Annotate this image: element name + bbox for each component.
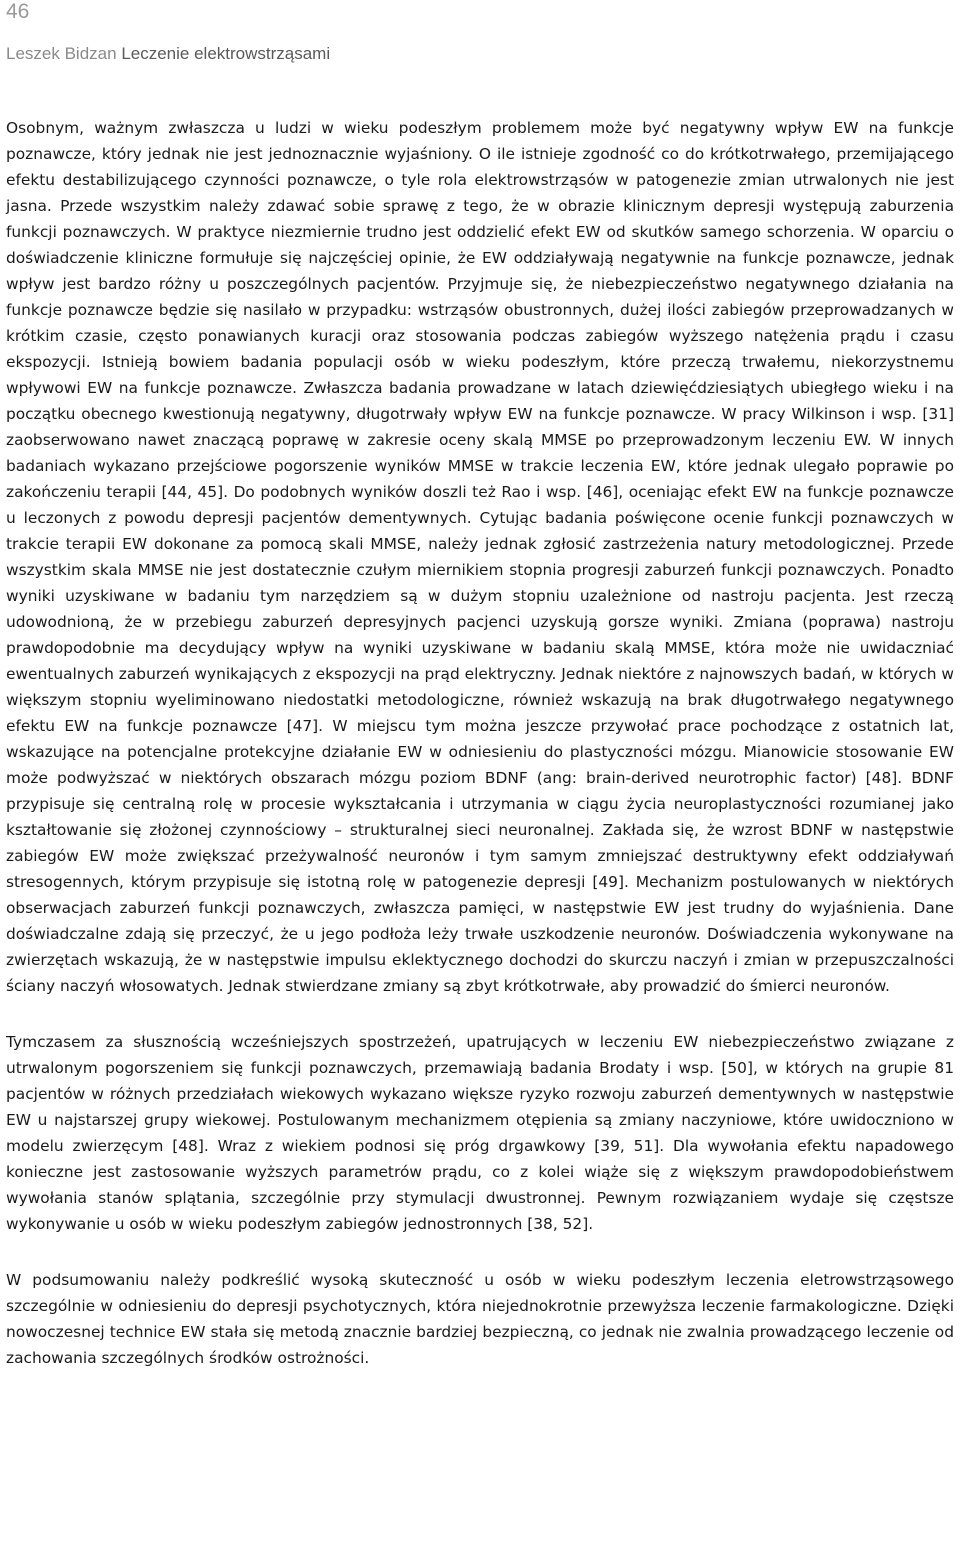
paragraph: Tymczasem za słusznością wcześniejszych spostrzeżeń, upatrujących w leczeniu EW niebezpieczeństwo związane z utrwalonym pogorszeniem się funkcji poznawczych, przemawiają badania Brodaty i wsp. [50], w których na grupie 81 pacjentów w różnych przedziałach wiekowych wykazano większe ryzyko rozwoju zaburzeń dementywnych w następstwie EW u najstarszej grupy wiekowej. Postulowanym mechanizmem otępienia są zmiany naczyniowe, które uwidoczniono w modelu zwierzęcym [48]. Wraz z wiekiem podnosi się próg drgawkowy [39, 51]. Dla wywołania efektu napadowego konieczne jest zastosowanie wyższych parametrów prądu, co z kolei wiąże się z większym prawdopodobieństwem wywołania stanów splątania, szczególnie przy stymulacji dwustronnej. Pewnym rozwiązaniem wydaje się częstsze wykonywanie u osób w wieku podeszłym zabiegów jednostronnych [38, 52]. (6, 1033, 954, 1233)
page-number: 46 (6, 0, 30, 23)
header-book-title: Leczenie elektrowstrząsami (121, 44, 331, 63)
paragraph: Osobnym, ważnym zwłaszcza u ludzi w wieku podeszłym problemem może być negatywny wpływ EW na funkcje poznawcze, który jednak nie jest jednoznacznie wyjaśniony. O ile istnieje zgodność co do krótkotrwałego, przemijającego efektu destabilizującego czynności poznawcze, o tyle rola elektrowstrząsów w patogenezie zmian utrwalonych nie jest jasna. Przede wszystkim należy zdawać sobie sprawę z tego, że w obrazie klinicznym depresji występują zaburzenia funkcji poznawczych. W praktyce niezmiernie trudno jest oddzielić efekt EW od skutków samego schorzenia. W oparciu o doświadczenie kliniczne formułuje się najczęściej opinie, że EW oddziaływają negatywnie na funkcje poznawcze, jednak wpływ jest bardzo różny u poszczególnych pacjentów. Przyjmuje się, że niebezpieczeństwo negatywnego działania na funkcje poznawcze będzie się nasilało w przypadku: wstrząsów obustronnych, dużej ilości zabiegów przeprowadzanych w krótkim czasie, często ponawianych kuracji oraz stosowania podczas zabiegów wyższego natężenia prądu i czasu ekspozycji. Istnieją bowiem badania populacji osób w wieku podeszłym, które przeczą trwałemu, niekorzystnemu wpływowi EW na funkcje poznawcze. Zwłaszcza badania prowadzane w latach dziewięćdziesiątych ubiegłego wieku i na początku obecnego kwestionują negatywny, długotrwały wpływ EW na funkcje poznawcze. W pracy Wilkinson i wsp. [31] zaobserwowano nawet znaczącą poprawę w zakresie oceny skalą MMSE po przeprowadzonym leczeniu EW. W innych badaniach wykazano przejściowe pogorszenie wyników MMSE w trakcie leczenia EW, które jednak ulegało poprawie po zakończeniu terapii [44, 45]. Do podobnych wyników doszli też Rao i wsp. [46], oceniając efekt EW na funkcje poznawcze u leczonych z powodu depresji pacjentów dementywnych. Cytując badania poświęcone ocenie funkcji poznawczych w trakcie terapii EW dokonane za pomocą skali MMSE, należy jednak zgłosić zastrzeżenia natury metodologicznej. Przede wszystkim skala MMSE nie jest dostatecznie czułym miernikiem stopnia progresji zaburzeń funkcji poznawczych. Ponadto wyniki uzyskiwane w badaniu tym narzędziem są w dużym stopniu uzależnione od nastroju pacjenta. Jest rzeczą udowodnioną, że w przebiegu zaburzeń depresyjnych pacjenci uzyskują gorsze wyniki. Zmiana (poprawa) nastroju prawdopodobnie ma decydujący wpływ na wyniki uzyskiwane w badaniu skalą MMSE, która może nie uwidaczniać ewentualnych zaburzeń wynikających z ekspozycji na prąd elektryczny. Jednak niektóre z najnowszych badań, w których w większym stopniu wyeliminowano niedostatki metodologiczne, również wskazują na brak długotrwałego negatywnego efektu EW na funkcje poznawcze [47]. W miejscu tym można jeszcze przywołać prace pochodzące z ostatnich lat, wskazujące na potencjalne protekcyjne działanie EW w odniesieniu do plastyczności mózgu. Mianowicie stosowanie EW może podwyższać w niektórych obszarach mózgu poziom BDNF (ang: brain-derived neurotrophic factor) [48]. BDNF przypisuje się centralną rolę w procesie wykształcania i utrzymania w ciągu życia neuroplastyczności rozumianej jako kształtowanie się złożonej czynnościowy – strukturalnej sieci neuronalnej. Zakłada się, że wzrost BDNF w następstwie zabiegów EW może zwiększać przeżywalność neuronów i tym samym zmniejszać destruktywny efekt oddziaływań stresogennych, którym przypisuje się istotną rolę w patogenezie depresji [49]. Mechanizm postulowanych w niektórych obserwacjach zaburzeń funkcji poznawczych, zwłaszcza pamięci, w następstwie EW jest trudny do wyjaśnienia. Dane doświadczalne zdają się przeczyć, że u jego podłoża leży trwałe uszkodzenie neuronów. Doświadczenia wykonywane na zwierzętach wskazują, że w następstwie impulsu eklektycznego dochodzi do skurczu naczyń i zmian w przepuszczalności ściany naczyń włosowatych. Jednak stwierdzane zmiany są zbyt krótkotrwałe, aby prowadzić do śmierci neuronów. (6, 119, 954, 995)
running-header (6, 44, 330, 64)
body-text (6, 115, 954, 1371)
paragraph: W podsumowaniu należy podkreślić wysoką skuteczność u osób w wieku podeszłym leczenia eletrowstrząsowego szczególnie w odniesieniu do depresji psychotycznych, która niejednokrotnie przewyższa leczenie farmakologiczne. Dzięki nowoczesnej technice EW stała się metodą znacznie bardziej bezpieczną, co jednak nie zwalnia prowadzącego leczenie od zachowania szczególnych środków ostrożności. (6, 1271, 954, 1367)
header-author: Leszek Bidzan (6, 44, 117, 63)
